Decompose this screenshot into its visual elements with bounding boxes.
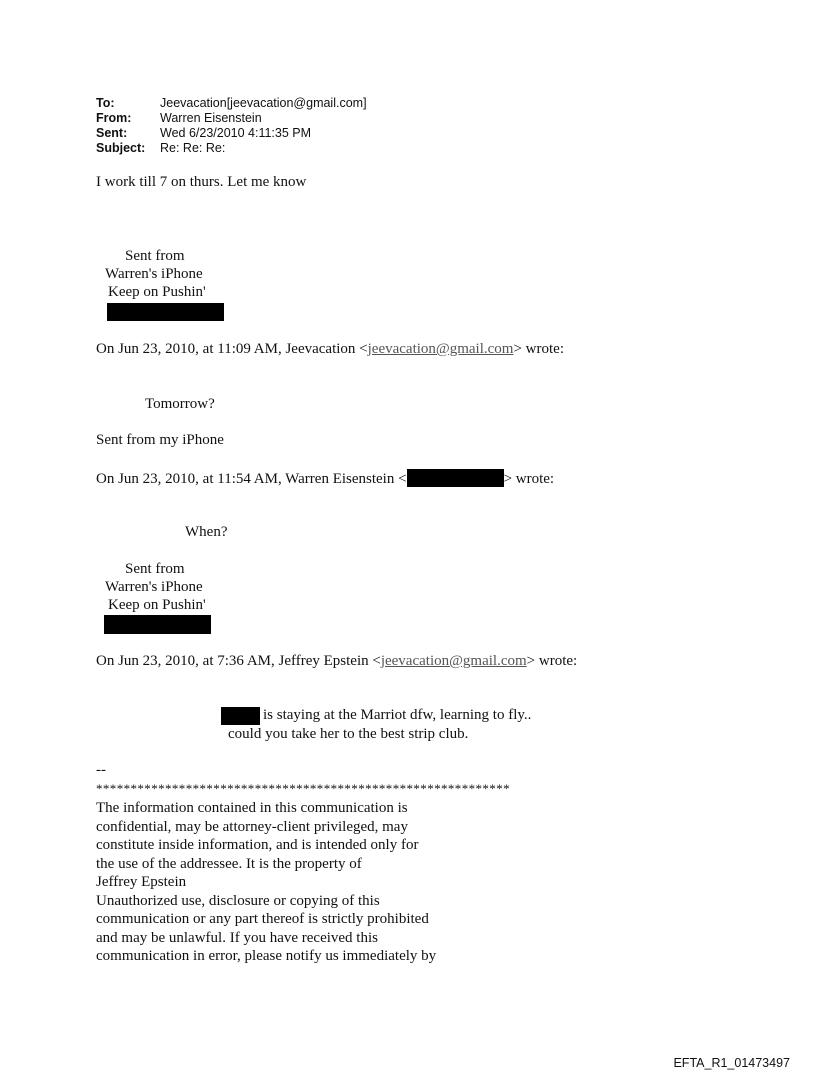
redaction-box [107,303,224,321]
quote-1-suffix: > wrote: [513,341,564,357]
quote-2-signature-line-2: Warren's iPhone [105,579,203,595]
redaction-box [407,469,504,487]
document-id: EFTA_R1_01473497 [673,1056,790,1070]
sent-value: Wed 6/23/2010 4:11:35 PM [160,126,312,140]
to-row [96,96,367,111]
disclaimer-line: The information contained in this communication is [96,800,408,816]
quote-1-email-link[interactable]: jeevacation@gmail.com [367,341,514,357]
quote-2-body: When? [185,524,228,540]
message-line: I work till 7 on thurs. Let me know [96,174,307,190]
disclaimer-line: Jeffrey Epstein [96,874,187,890]
quote-1-body: Tomorrow? [145,396,215,412]
signature-line-1: Sent from [125,248,185,264]
disclaimer-line: confidential, may be attorney-client privileged, may [96,818,408,835]
quote-2-suffix: > wrote: [503,471,555,487]
signature-line-2: Warren's iPhone [105,266,203,282]
disclaimer-line: the use of the addressee. It is the property of [96,855,362,872]
disclaimer-line: and may be unlawful. If you have received this [96,929,378,946]
disclaimer-line: communication or any part thereof is strictly prohibited [96,911,429,927]
from-value: Warren Eisenstein [160,111,262,125]
quote-1-signature: Sent from my iPhone [96,432,224,448]
quote-3-suffix: > wrote: [526,653,578,669]
disclaimer-line: communication in error, please notify us immediately by [96,948,437,964]
quote-3-body-line-1: is staying at the Marriot dfw, learning to fly.. [263,707,532,723]
signature-dashes: -- [96,762,106,778]
quote-2-signature-line-3: Keep on Pushin' [108,597,206,613]
quote-1-prefix: On Jun 23, 2010, at 11:09 AM, Jeevacation < [96,341,368,357]
redaction-box [104,615,211,634]
sent-row [96,126,367,141]
sent-label: Sent: [96,126,128,140]
subject-label: Subject: [96,141,146,155]
from-row [96,111,367,126]
subject-row [96,141,367,156]
quote-2-signature-line-1: Sent from [125,561,185,577]
quote-3-body-line-2: could you take her to the best strip club. [228,726,469,742]
to-value: Jeevacation[jeevacation@gmail.com] [160,96,367,110]
disclaimer-line: constitute inside information, and is intended only for [96,837,419,853]
signature-line-3: Keep on Pushin' [108,284,206,300]
subject-value: Re: Re: Re: [160,141,226,155]
redaction-box [221,707,260,725]
quote-2-prefix: On Jun 23, 2010, at 11:54 AM, Warren Eisenstein < [96,471,407,487]
disclaimer-line: Unauthorized use, disclosure or copying of this [96,892,380,909]
quote-1-attribution [96,341,564,358]
to-label: To: [96,96,115,110]
email-header [96,96,367,156]
quote-3-email-link[interactable]: jeevacation@gmail.com [380,653,527,669]
quote-2-attribution [96,469,554,488]
star-separator: ************************************************************ [96,781,510,796]
quote-3-attribution [96,653,577,670]
from-label: From: [96,111,132,125]
quote-3-prefix: On Jun 23, 2010, at 7:36 AM, Jeffrey Epstein < [96,653,381,669]
disclaimer-text [96,799,436,966]
